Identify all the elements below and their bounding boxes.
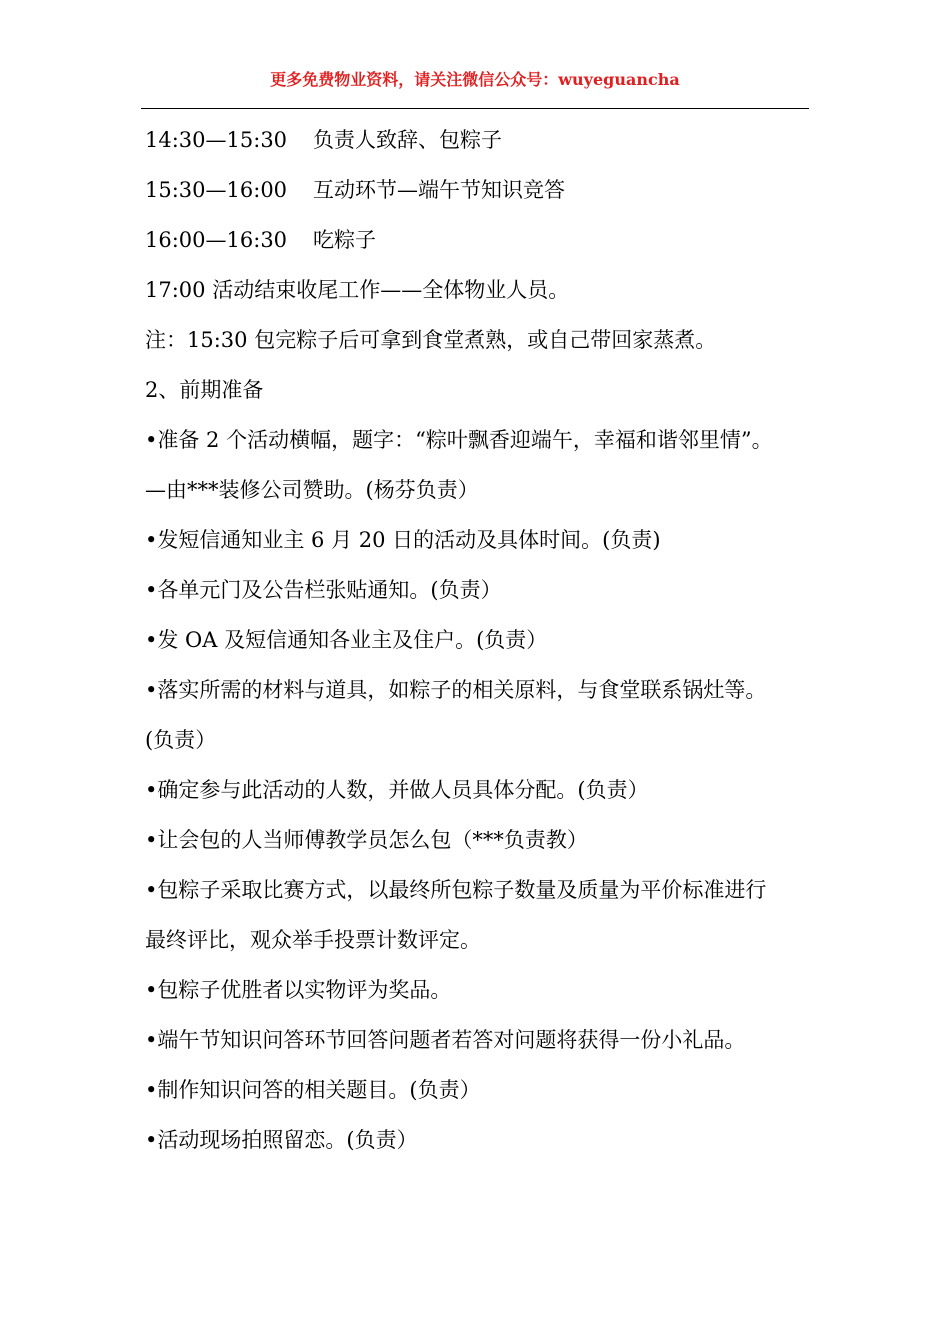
- continuation-line: 最终评比，观众举手投票计数评定。: [145, 928, 481, 952]
- header-banner: 更多免费物业资料，请关注微信公众号：wuyeguancha: [270, 70, 680, 89]
- bullet-item: •发 OA 及短信通知各业主及住户。(负责）: [145, 628, 548, 652]
- continuation-line: (负责）: [145, 728, 217, 752]
- header-divider: [141, 108, 809, 109]
- schedule-time: 14:30—15:30: [145, 128, 288, 152]
- bullet-item: •包粽子优胜者以实物评为奖品。: [145, 978, 452, 1002]
- bullet-item: •制作知识问答的相关题目。(负责）: [145, 1078, 481, 1102]
- bullet-item: •端午节知识问答环节回答问题者若答对问题将获得一份小礼品。: [145, 1028, 746, 1052]
- bullet-item: •发短信通知业主 6 月 20 日的活动及具体时间。(负责): [145, 528, 661, 552]
- continuation-line: —由***装修公司赞助。(杨芬负责）: [145, 478, 479, 502]
- note-line: 注：15:30 包完粽子后可拿到食堂煮熟，或自己带回家蒸煮。: [145, 328, 717, 352]
- section-heading: 2、前期准备: [145, 378, 264, 402]
- schedule-activity: 负责人致辞、包粽子: [313, 128, 502, 152]
- bullet-item: •各单元门及公告栏张贴通知。(负责）: [145, 578, 502, 602]
- schedule-row: [145, 124, 502, 156]
- bullet-item: •落实所需的材料与道具，如粽子的相关原料，与食堂联系锅灶等。: [145, 678, 767, 702]
- bullet-item: •确定参与此活动的人数，并做人员具体分配。(负责）: [145, 778, 649, 802]
- schedule-row: [145, 174, 565, 206]
- schedule-row: [145, 224, 376, 256]
- schedule-time: 16:00—16:30: [145, 228, 288, 252]
- schedule-activity: 吃粽子: [313, 228, 376, 252]
- bullet-item: •准备 2 个活动横幅，题字：“粽叶飘香迎端午，幸福和谐邻里情”。: [145, 428, 773, 452]
- closing-line: 17:00 活动结束收尾工作——全体物业人员。: [145, 278, 570, 302]
- schedule-activity: 互动环节—端午节知识竞答: [313, 178, 565, 202]
- schedule-time: 15:30—16:00: [145, 178, 288, 202]
- bullet-item: •让会包的人当师傅教学员怎么包（***负责教）: [145, 828, 588, 852]
- bullet-item: •包粽子采取比赛方式，以最终所包粽子数量及质量为平价标准进行: [145, 878, 767, 902]
- bullet-item: •活动现场拍照留恋。(负责）: [145, 1128, 418, 1152]
